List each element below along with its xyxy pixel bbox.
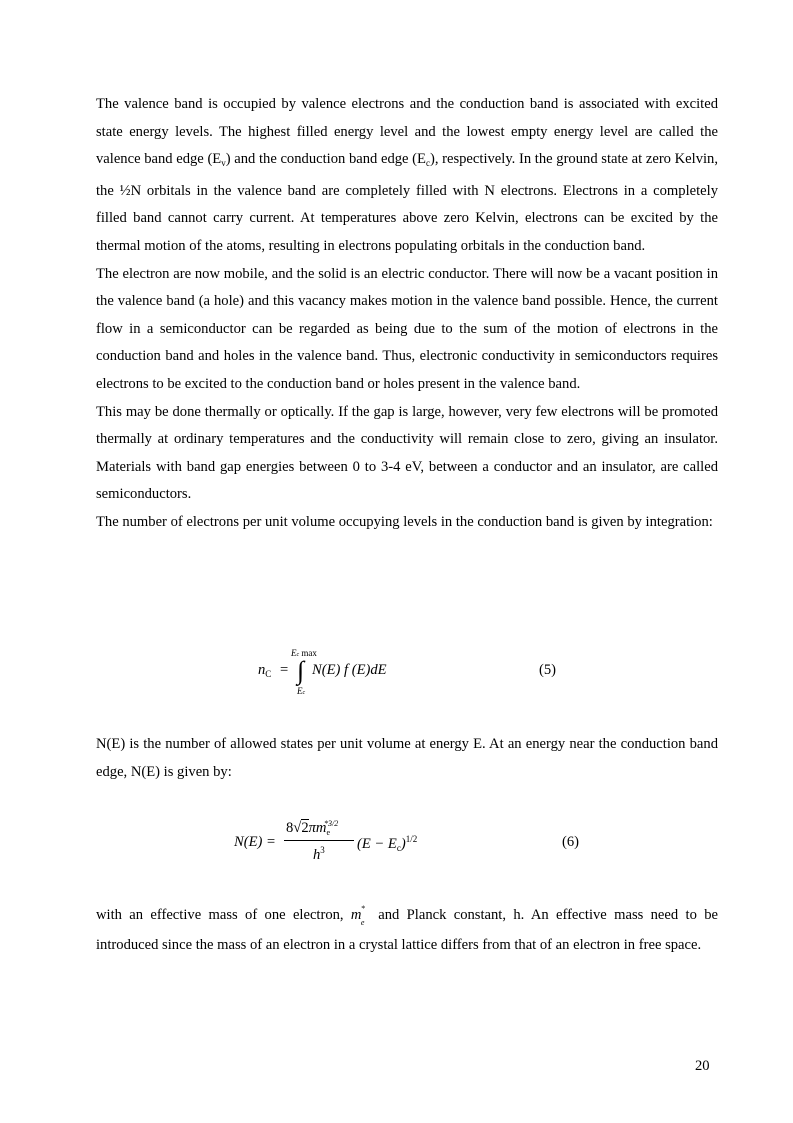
eq6-number: (6): [562, 834, 580, 850]
paragraph-6-part-b: and Planck constant, h. An effective mass need to be introduced since the mass of an electron in a crystal lattice differs from that of an electron in free space.: [96, 907, 718, 953]
body-text: [96, 91, 718, 537]
eq5-lower-limit: Ec: [297, 686, 306, 696]
body-text-3: [96, 900, 718, 960]
paragraph-6: [96, 900, 718, 960]
subscript-v: v: [221, 158, 226, 169]
eq6-tail: $(E - E_c)^{1/2}$: [357, 834, 418, 853]
paragraph-5: N(E) is the number of allowed states per unit volume at energy E. At an energy near the conduction band edge, N(E) is given by:: [96, 736, 718, 780]
paragraph-6-part-a: with an effective mass of one electron,: [96, 907, 351, 923]
paragraph-1-part-a: The valence band is occupied by valence electrons and the conduction band is associated with excited state energy levels. The highest filled energy level and the lowest empty energy level are called the valence band edge (E: [96, 96, 718, 168]
inline-effective-mass: m e *: [350, 904, 365, 927]
eq5-body: N(E) f (E)dE: [312, 662, 387, 678]
eq5-number: (5): [539, 662, 557, 678]
paragraph-2: The electron are now mobile, and the solid is an electric conductor. There will now be a vacant position in the valence band (a hole) and this vacancy makes motion in the valence band possible. Hence, the current flow in a semiconductor can be regarded as being due to the sum of the motion of electrons in the conduction band and holes in the valence band. Thus, electronic conductivity in semiconductors requires electrons to be excited to the conduction band or holes present in the valence band.: [96, 265, 718, 392]
eq6-denominator: $h^3$: [313, 845, 325, 863]
body-text-2: [96, 731, 718, 786]
paragraph-1-part-c: ), respectively. In the ground state at zero Kelvin, the ½N orbitals in the valence band are completely filled with N electrons. Electrons in a completely filled band cannot carry current. At temperatures above zero Kelvin, electrons can be excited by the thermal motion of the atoms, resulting in electrons populating orbitals in the conduction band.: [96, 151, 718, 254]
eq6-fraction-bar: [284, 840, 354, 841]
eq6-lhs: N(E) =: [234, 834, 276, 850]
paragraph-4: The number of electrons per unit volume occupying levels in the conduction band is given by integration:: [96, 513, 713, 530]
eq5-upper-limit: Ec max: [291, 648, 317, 658]
paragraph-1: [96, 91, 718, 261]
paragraph-3: This may be done thermally or optically. If the gap is large, however, very few electrons will be promoted thermally at ordinary temperatures and the conductivity will remain close to zero, giving an insulator. Materials with band gap energies between 0 to 3-4 eV, between a conductor and an insulator, are called semiconductors.: [96, 403, 718, 503]
eq5-equals: =: [280, 662, 289, 678]
eq5-integral-sign: ∫: [297, 656, 305, 685]
eq6-numerator: $8√2\pi m_e^{*3/2}$: [286, 819, 339, 837]
subscript-c: c: [425, 158, 430, 169]
page-number: 20: [695, 1058, 710, 1074]
eq5-lhs: $n_C$: [258, 662, 272, 679]
paragraph-1-part-b: ) and the conduction band edge (E: [225, 151, 426, 168]
